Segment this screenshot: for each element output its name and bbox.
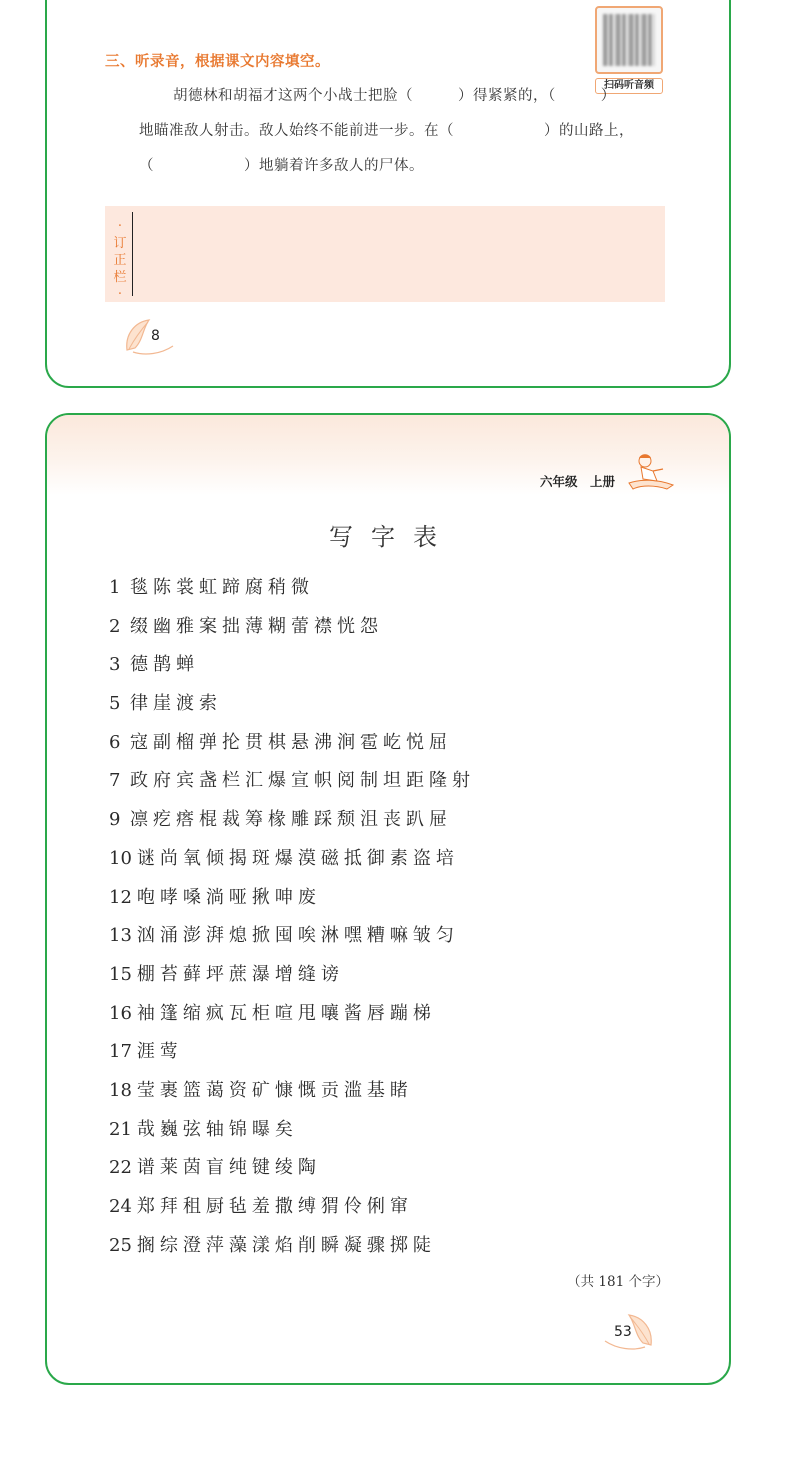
- list-item: [109, 921, 475, 960]
- characters: 寇副榴弹抡贯棋悬沸涧雹屹悦屈: [130, 731, 452, 753]
- lesson-number: 2: [109, 615, 121, 637]
- characters: 毯陈裳虹蹄腐稍微: [130, 577, 314, 598]
- character-total: （共 181 个字）: [567, 1274, 669, 1290]
- list-item: [109, 1115, 475, 1154]
- list-item: [109, 883, 475, 922]
- list-item: [109, 1231, 475, 1270]
- lesson-number: 18: [109, 1079, 132, 1101]
- list-item: [109, 999, 475, 1038]
- list-item: [109, 573, 475, 612]
- lesson-number: 1: [109, 577, 121, 598]
- lesson-number: 6: [109, 731, 121, 753]
- list-item: [109, 844, 475, 883]
- qr-code-icon[interactable]: [595, 6, 663, 74]
- characters: 咆哮嗓淌哑揪呻废: [136, 886, 321, 908]
- list-item: [109, 766, 475, 805]
- characters: 郑拜租厨毡羞撒缚猬伶俐窜: [136, 1196, 413, 1217]
- list-item: [109, 1037, 475, 1076]
- lesson-number: 12: [109, 886, 132, 908]
- lesson-number: 22: [109, 1157, 132, 1179]
- paragraph-line-2: 地瞄准敌人射击。敌人始终不能前进一步。在（ ）的山路上，: [139, 123, 634, 139]
- lesson-number: 3: [109, 654, 121, 676]
- list-item: [109, 728, 475, 767]
- character-list: [109, 573, 475, 1269]
- characters: 谱莱茵盲纯键绫陶: [136, 1157, 321, 1179]
- page-53-card: [45, 413, 731, 1385]
- lesson-number: 7: [109, 770, 121, 792]
- list-item: [109, 1192, 475, 1231]
- lesson-number: 25: [109, 1234, 132, 1256]
- list-item: [109, 805, 475, 844]
- lesson-number: 15: [109, 963, 132, 985]
- list-item: [109, 1153, 475, 1192]
- lesson-number: 16: [109, 1002, 132, 1024]
- page-number: 8: [151, 328, 160, 344]
- characters: 汹涌澎湃熄掀囤唉淋嘿糟嘛皱匀: [136, 925, 459, 947]
- characters: 德鹊蝉: [130, 654, 199, 676]
- leaf-icon: [121, 316, 175, 356]
- characters: 凛疙瘩棍裁筹椽雕踩颓沮丧趴屉: [130, 809, 452, 831]
- list-item: [109, 1076, 475, 1115]
- page-number: 53: [614, 1324, 632, 1340]
- section-heading: 三、听录音，根据课文内容填空。: [105, 54, 330, 70]
- characters: 棚苔藓坪蔗瀑增缝谤: [136, 963, 344, 985]
- characters: 谜尚氧倾揭斑爆漠磁抵御素盗培: [136, 847, 459, 869]
- characters: 哉巍弦轴锦曝矣: [136, 1118, 298, 1140]
- paragraph-line-3: （ ）地躺着许多敌人的尸体。: [139, 158, 424, 174]
- lesson-number: 21: [109, 1118, 132, 1140]
- characters: 律崖渡索: [130, 693, 222, 715]
- lesson-number: 13: [109, 925, 132, 947]
- characters: 搁综澄萍藻漾焰削瞬凝骤掷陡: [136, 1234, 436, 1256]
- characters: 政府宾盏栏汇爆宣帜阅制坦距隆射: [130, 770, 475, 792]
- lesson-number: 5: [109, 693, 121, 715]
- lesson-number: 10: [109, 847, 132, 869]
- list-item: [109, 960, 475, 999]
- correction-label: ·订正栏·: [113, 219, 127, 302]
- correction-box[interactable]: [105, 206, 665, 302]
- qr-label: 扫码听音频: [595, 78, 663, 94]
- page-8-card: [45, 0, 731, 388]
- characters: 缀幽雅案拙薄糊蕾襟恍怨: [130, 615, 383, 637]
- list-item: [109, 612, 475, 651]
- correction-divider: [132, 212, 133, 296]
- lesson-number: 24: [109, 1196, 132, 1217]
- grade-label: 六年级 上册: [540, 474, 616, 489]
- characters: 涯莺: [136, 1041, 183, 1063]
- lesson-number: 9: [109, 809, 121, 831]
- paragraph-line-1: 胡德林和胡福才这两个小战士把脸（ ）得紧紧的，（ ）: [173, 88, 616, 104]
- list-item: [109, 650, 475, 689]
- characters: 莹裹篮蔼资矿慷慨贡滥基睹: [136, 1079, 413, 1101]
- reading-child-icon: [627, 449, 675, 491]
- characters: 袖篷缩疯瓦柜喧甩嚷酱唇蹦梯: [136, 1002, 436, 1024]
- lesson-number: 17: [109, 1041, 132, 1063]
- page-title: 写字表: [329, 523, 455, 551]
- list-item: [109, 689, 475, 728]
